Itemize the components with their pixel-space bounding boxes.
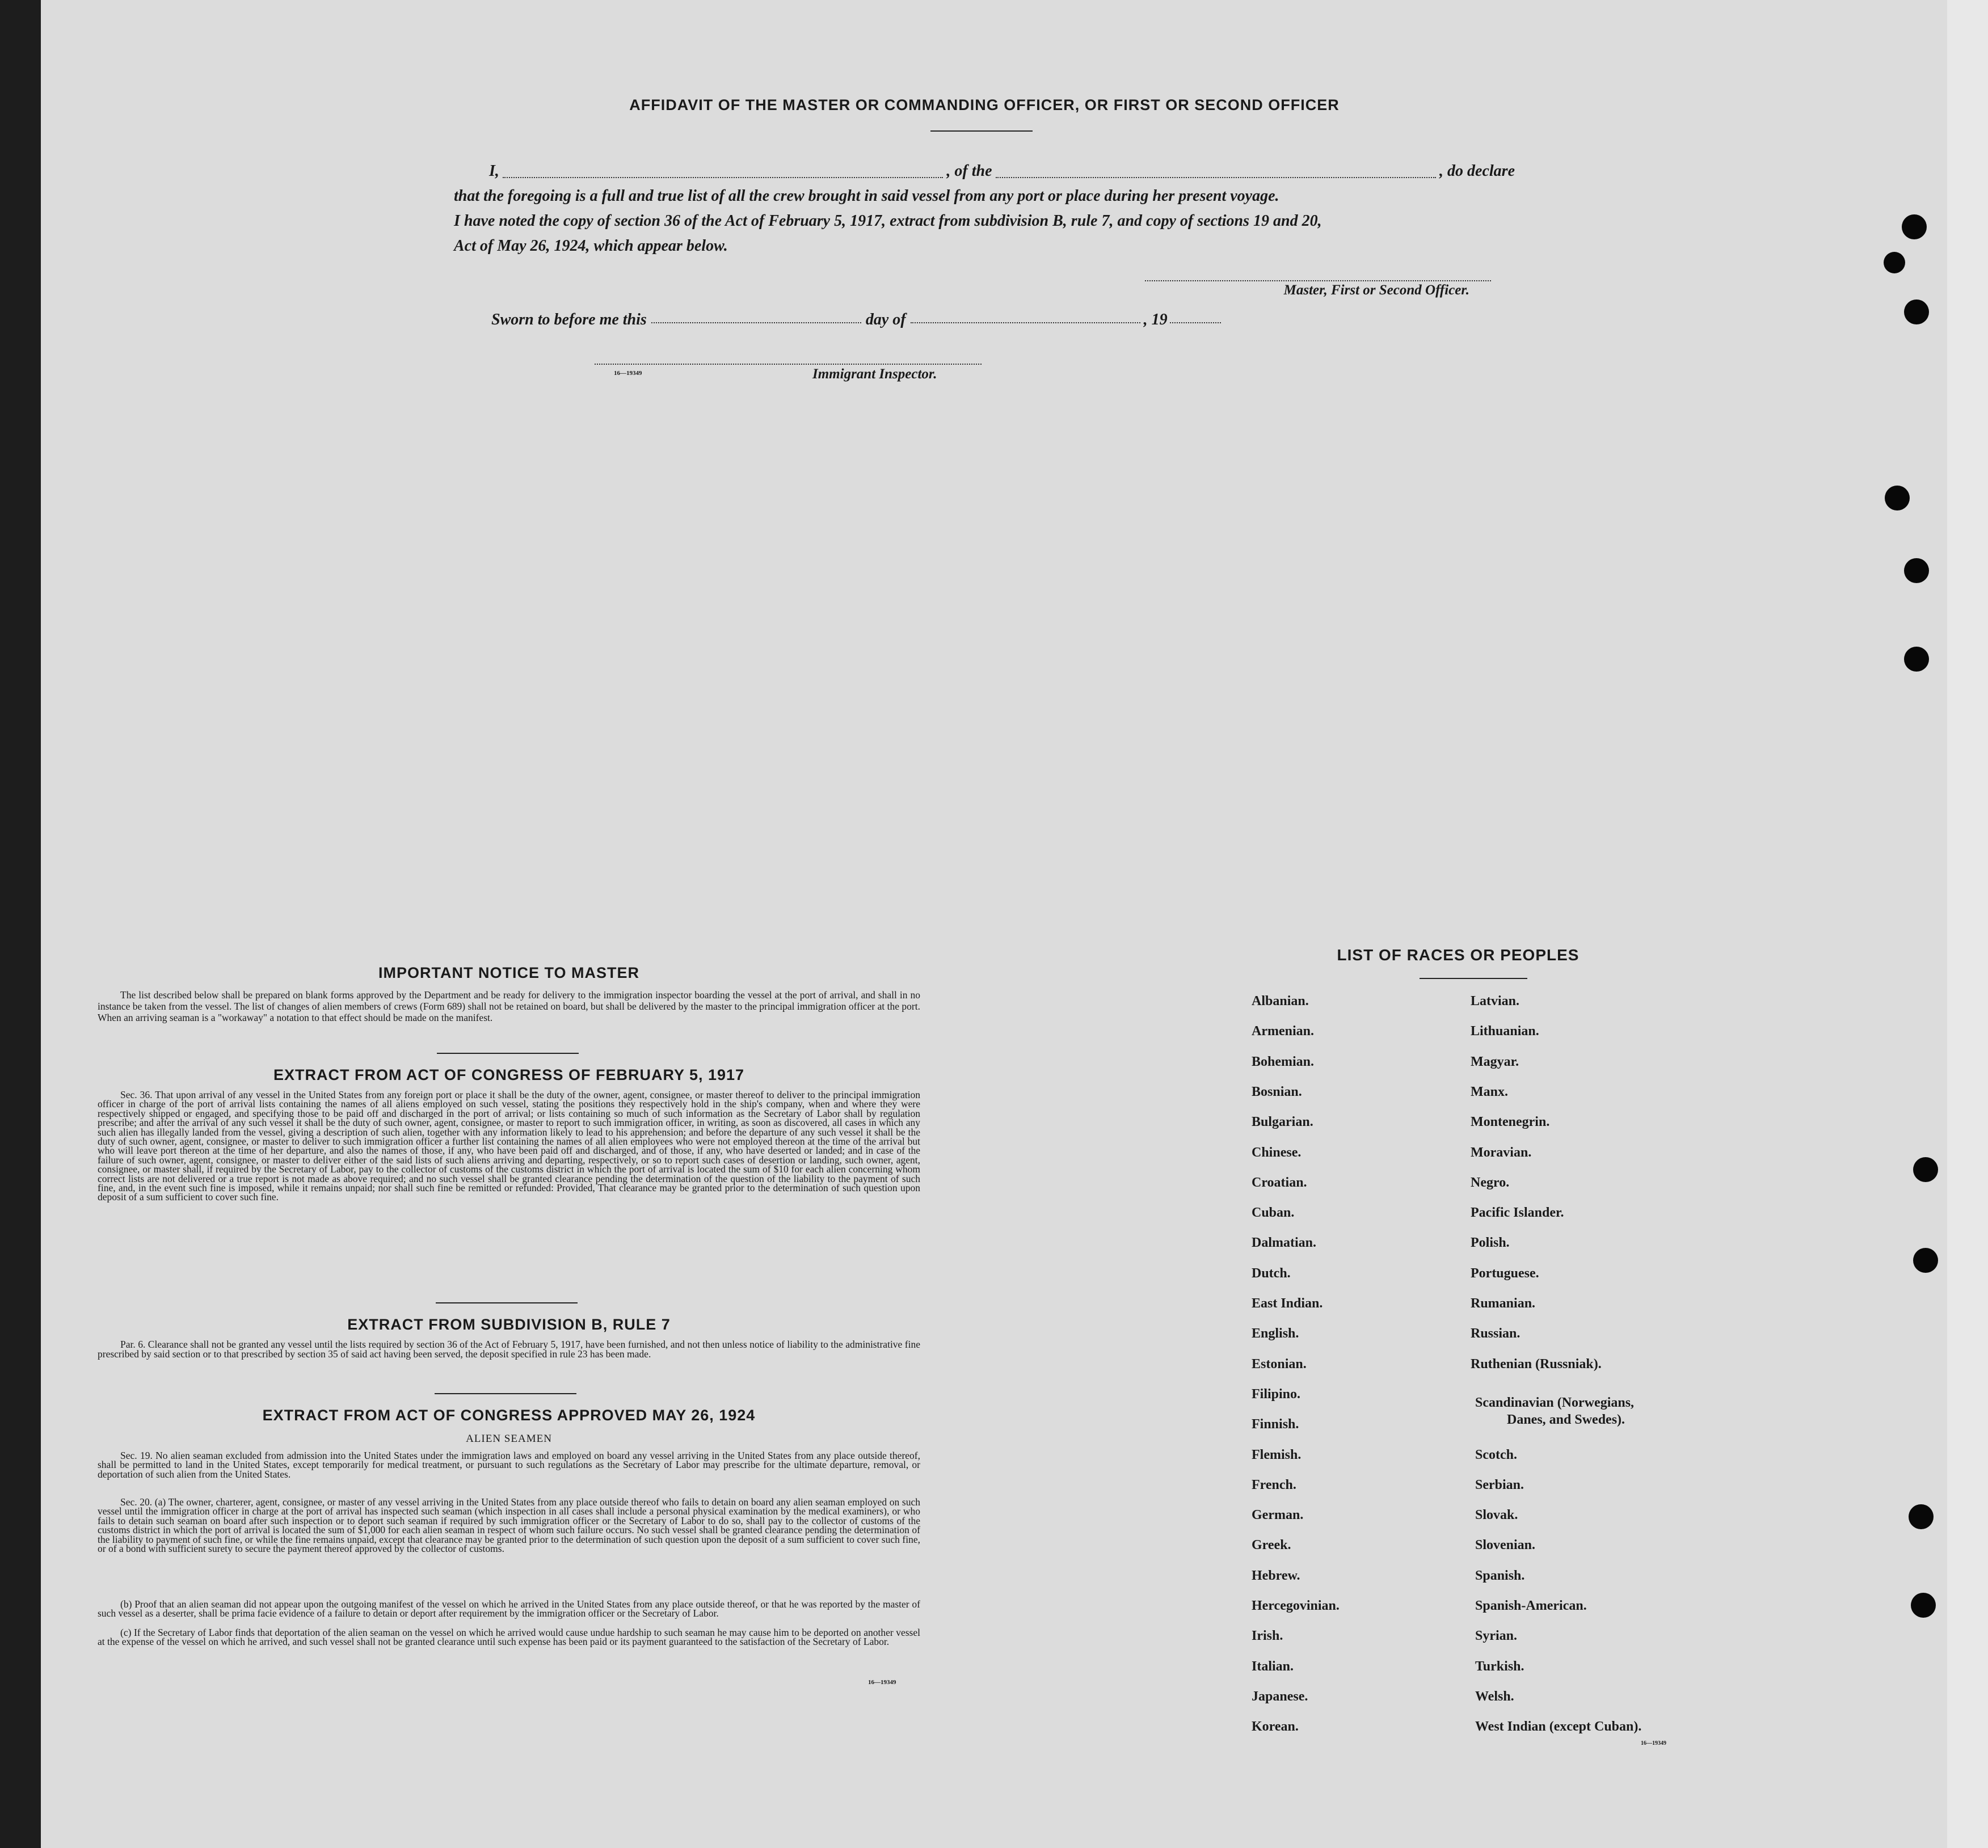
day-blank[interactable] [651,322,861,323]
race-item: Manx. [1471,1084,1508,1099]
sec20c-text: (c) If the Secretary of Labor finds that deportation of the alien seaman on the vessel on which he arrived would cause undue hardship to such seaman he may cause him to be deported on another vessel at the expense of the vessel on which he arrived, and such vessel shall not be granted clearance until such expense has been paid or its payment guaranteed to the satisfaction of the Secretary of Labor. [98,1627,920,1648]
affidavit-declaration [454,159,1515,259]
race-item: Cuban. [1252,1205,1295,1221]
race-item: Italian. [1252,1659,1294,1674]
race-item: Korean. [1252,1719,1299,1735]
race-item: Flemish. [1252,1447,1302,1462]
race-item: Hercegovinian. [1252,1598,1340,1613]
race-item: Bulgarian. [1252,1115,1313,1130]
rule7-title: EXTRACT FROM SUBDIVISION B, RULE 7 [347,1316,671,1333]
month-blank[interactable] [911,322,1140,323]
race-item: Finnish. [1252,1417,1299,1432]
race-item: Danes, and Swedes). [1507,1412,1625,1427]
vessel-blank[interactable] [996,177,1437,178]
year-blank[interactable] [1170,322,1221,323]
form-number: 16—19349 [614,370,642,377]
year-label: , 19 [1143,311,1168,328]
punch-hole [1909,1504,1934,1529]
punch-hole [1911,1593,1936,1618]
affidavit-of-the: , of the [946,162,992,180]
sworn-label: Sworn to before me this [491,311,647,328]
punch-hole [1913,1157,1938,1182]
race-item: Pacific Islander. [1471,1205,1564,1221]
race-item: Filipino. [1252,1386,1301,1402]
master-signature-line[interactable] [1145,280,1491,281]
race-item: Lithuanian. [1471,1024,1539,1039]
notice-text: The list described below shall be prepared on blank forms approved by the Department and be ready for delivery to the immigration inspector boarding the vessel at the port of arrival, and shall in no instance be taken from the vessel. The list of changes of alien members of crews (Form 689) shall not be retained on board, but shall be delivered by the master to the principal immigration officer at the port. When an arriving seaman is a "workaway" a notation to that effect should be made on the manifest. [98,989,920,1023]
punch-hole [1885,486,1910,510]
race-item: Dalmatian. [1252,1235,1316,1251]
notice-title: IMPORTANT NOTICE TO MASTER [378,964,639,981]
race-item: Slovenian. [1475,1538,1536,1553]
race-item: Spanish-American. [1475,1598,1587,1613]
race-item: Scotch. [1475,1447,1517,1462]
alien-seamen-subtitle: ALIEN SEAMEN [466,1433,552,1445]
affidavit-line-2: that the foregoing is a full and true list of all the crew brought in said vessel from any port or place during her present voyage. [454,187,1279,205]
race-item: Ruthenian (Russniak). [1471,1356,1602,1372]
sec20a-text: Sec. 20. (a) The owner, charterer, agent, consignee, or master of any vessel arriving in the United States from any place outside thereof who fails to detain on board any alien seaman employed on such vessel until the immigration officer in charge at the port of arrival has inspected such seaman (which inspection in all cases shall include a personal physical examination by the medical examiners), or who fails to detain such seaman on board after such inspection or to deport such seaman if required by such immigration officer or the Secretary of Labor to do so, shall pay to the collector of customs of the customs district in which the port of arrival is located the sum of $1,000 for each alien seaman in respect of whom such failure occurs. No such vessel shall be granted clearance pending the determination of the liability to payment of such fine, or while the fine remains unpaid, except that clearance may be granted prior to the determination of such question upon the deposit of a sum sufficient to cover such fine, or of a bond with sufficient surety to secure the payment thereof approved by the collector of customs. [98,1496,920,1555]
race-item: Bosnian. [1252,1084,1302,1099]
race-item: West Indian (except Cuban). [1475,1719,1642,1735]
race-item: Turkish. [1475,1659,1524,1674]
race-item: Irish. [1252,1628,1283,1644]
race-item: French. [1252,1477,1296,1492]
extract-1917-title: EXTRACT FROM ACT OF CONGRESS OF FEBRUARY 5, 1917 [273,1066,745,1083]
rule7-text: Par. 6. Clearance shall not be granted any vessel until the lists required by section 36 of the Act of February 5, 1917, have been furnished, and not then unless notice of liability to the administrative fine prescribed by said section or to that prescribed by section 35 of said act having been served, the deposit specified in rule 23 has been made. [98,1339,920,1360]
punch-hole [1904,647,1929,672]
race-item: Magyar. [1471,1054,1519,1069]
race-item: Hebrew. [1252,1568,1300,1583]
punch-hole [1884,252,1905,273]
form-number: 16—19349 [868,1679,896,1686]
race-item: English. [1252,1326,1299,1341]
form-number: 16—19349 [1641,1740,1666,1746]
race-item: Russian. [1471,1326,1521,1341]
race-item: Polish. [1471,1235,1510,1251]
name-blank[interactable] [503,177,944,178]
divider [437,1053,579,1054]
inspector-signature-line[interactable] [595,364,982,365]
races-title: LIST OF RACES OR PEOPLES [1337,946,1580,964]
day-of-label: day of [865,311,906,328]
race-item: Chinese. [1252,1145,1302,1160]
race-item: Scandinavian (Norwegians, [1475,1395,1635,1410]
race-item: Estonian. [1252,1356,1307,1372]
inspector-label: Immigrant Inspector. [812,366,937,382]
race-item: Syrian. [1475,1628,1518,1644]
divider [1420,978,1527,979]
race-item: Montenegrin. [1471,1115,1550,1130]
affidavit-line-3: I have noted the copy of section 36 of the Act of February 5, 1917, extract from subdivision B, rule 7, and copy of sections 19 and 20, [454,212,1322,230]
race-item: Negro. [1471,1175,1510,1190]
page-edge [1947,0,1988,1848]
race-item: Moravian. [1471,1145,1532,1160]
race-item: Japanese. [1252,1689,1308,1704]
document-page [41,0,1947,1848]
sworn-line [491,304,1263,329]
affidavit-title: AFFIDAVIT OF THE MASTER OR COMMANDING OFFICER, OR FIRST OR SECOND OFFICER [629,96,1340,113]
affidavit-line-4: Act of May 26, 1924, which appear below. [454,237,728,255]
race-item: Dutch. [1252,1265,1291,1281]
race-item: Croatian. [1252,1175,1307,1190]
affidavit-do-declare: , do declare [1439,162,1515,180]
sec20b-text: (b) Proof that an alien seaman did not appear upon the outgoing manifest of the vessel on which he arrived in the United States from any place outside thereof, or that he was reported by the master of such vessel as a deserter, shall be prima facie evidence of a failure to detain or deport after requirement by the immigration officer or the Secretary of Labor. [98,1598,920,1619]
divider [435,1393,576,1394]
punch-hole [1902,214,1927,239]
divider [930,130,1033,132]
race-item: Bohemian. [1252,1054,1315,1069]
race-item: Rumanian. [1471,1296,1536,1311]
sec19-text: Sec. 19. No alien seaman excluded from admission into the United States under the immigration laws and employed on board any vessel arriving in the United States from any place outside thereof, shall be permitted to land in the United States, except temporarily for medical treatment, or pursuant to such regulations as the Secretary of Labor may prescribe for the ultimate departure, removal, or deportation of such alien from the United States. [98,1450,920,1480]
race-item: East Indian. [1252,1296,1323,1311]
punch-hole [1913,1248,1938,1273]
race-item: Slovak. [1475,1508,1518,1523]
race-item: Greek. [1252,1538,1291,1553]
affidavit-i: I, [489,162,499,180]
race-item: Latvian. [1471,994,1520,1009]
race-item: Armenian. [1252,1024,1314,1039]
punch-hole [1904,299,1929,324]
race-item: Serbian. [1475,1477,1524,1492]
extract-1924-title: EXTRACT FROM ACT OF CONGRESS APPROVED MAY 26, 1924 [262,1407,756,1424]
race-item: Welsh. [1475,1689,1514,1704]
race-item: Spanish. [1475,1568,1525,1583]
punch-hole [1904,558,1929,583]
race-item: German. [1252,1508,1304,1523]
race-item: Albanian. [1252,994,1309,1009]
extract-1917-text: Sec. 36. That upon arrival of any vessel in the United States from any foreign port or place it shall be the duty of the owner, agent, consignee, or master thereof to deliver to the principal immigration officer in charge of the port of arrival lists containing the names of all aliens employed on such vessel, stating the positions they respectively hold in the ship's company, when and where they were respectively shipped or engaged, and specifying those to be paid off and discharged in the port of arrival; or lists containing so much of such information as the Secretary of Labor shall by regulation prescribe; and after the arrival of any such vessel it shall be the duty of such owner, agent, consignee, or master to report to such immigration officer, in writing, as soon as discovered, all cases in which any such alien has illegally landed from the vessel, giving a description of such alien, together with any information likely to lead to his apprehension; and before the departure of any such vessel it shall be the duty of such owner, agent, consignee, or master to deliver to such immigration officer a further list containing the names of all alien employees who were not employed thereon at the time of the arrival but who will leave port thereon at the time of her departure, and also the names of those, if any, who have been paid off and discharged, and of those, if any, who have deserted or landed; and in case of the failure of such owner, agent, consignee, or master to deliver either of the said lists of such aliens arriving and departing, respectively, or so to report such cases of desertion or landing, such owner, agent, consignee, or master shall, if required by the Secretary of Labor, pay to the collector of customs of the customs district in which the port of arrival is located the sum of $10 for each alien concerning whom correct lists are not delivered or a true report is not made as above required; and no such vessel shall be granted clearance pending the determination of the question of the liability to the payment of such fine, and, in the event such fine is imposed, while it remains unpaid; nor shall such fine be remitted or refunded: Provided, That clearance may be granted prior to the determination of such question upon deposit of a sum sufficient to cover such fine. [98,1089,920,1203]
master-signature-label: Master, First or Second Officer. [1283,282,1469,298]
race-item: Portuguese. [1471,1265,1539,1281]
divider [436,1302,578,1303]
